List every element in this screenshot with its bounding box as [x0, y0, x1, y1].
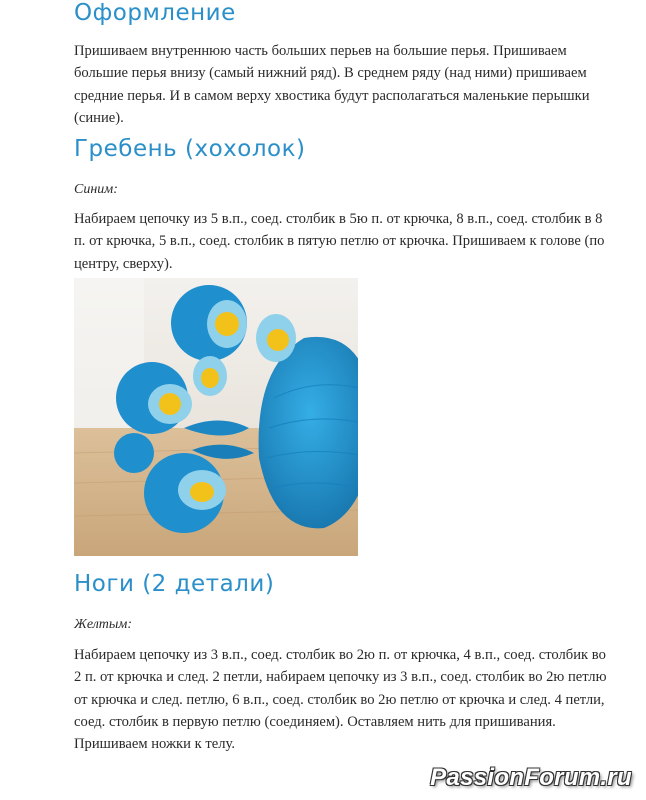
- section-heading-decoration: Оформление: [74, 0, 236, 26]
- section-heading-crest: Гребень (хохолок): [74, 136, 306, 162]
- section-heading-legs: Ноги (2 детали): [74, 571, 275, 597]
- legs-color-label: Желтым:: [74, 617, 132, 632]
- peacock-crochet-photo: [74, 278, 358, 556]
- crest-paragraph: Набираем цепочку из 5 в.п., соед. столбик в 5ю п. от крючка, 8 в.п., соед. столбик в 8 п. от крючка, 5 в.п., соед. столбик в пятую петлю от крючка. Пришиваем к голове (по центру, сверху).: [74, 211, 605, 272]
- legs-paragraph: Набираем цепочку из 3 в.п., соед. столбик во 2ю п. от крючка, 4 в.п., соед. столбик во 2 п. от крючка и след. 2 петли, набираем цепочку из 3 в.п., соед. столбик во 2ю петлю от крючка и след. петлю, 6 в.п., соед. столбик во 2ю петлю от крючка и след. 4 петли, соед. столбик в первую петлю (соединяем). Оставляем нить для пришивания. Пришиваем ножки к телу.: [74, 647, 607, 753]
- decoration-paragraph: Пришиваем внутреннюю часть больших перьев на большие перья. Пришиваем большие перья внизу (самый нижний ряд). В среднем ряду (над ними) пришиваем средние перья. И в самом верху хвостика будут располагаться маленькие перышки (синие).: [74, 43, 590, 126]
- crest-color-label: Синим:: [74, 182, 118, 197]
- watermark: PassionForum.ru: [430, 764, 632, 791]
